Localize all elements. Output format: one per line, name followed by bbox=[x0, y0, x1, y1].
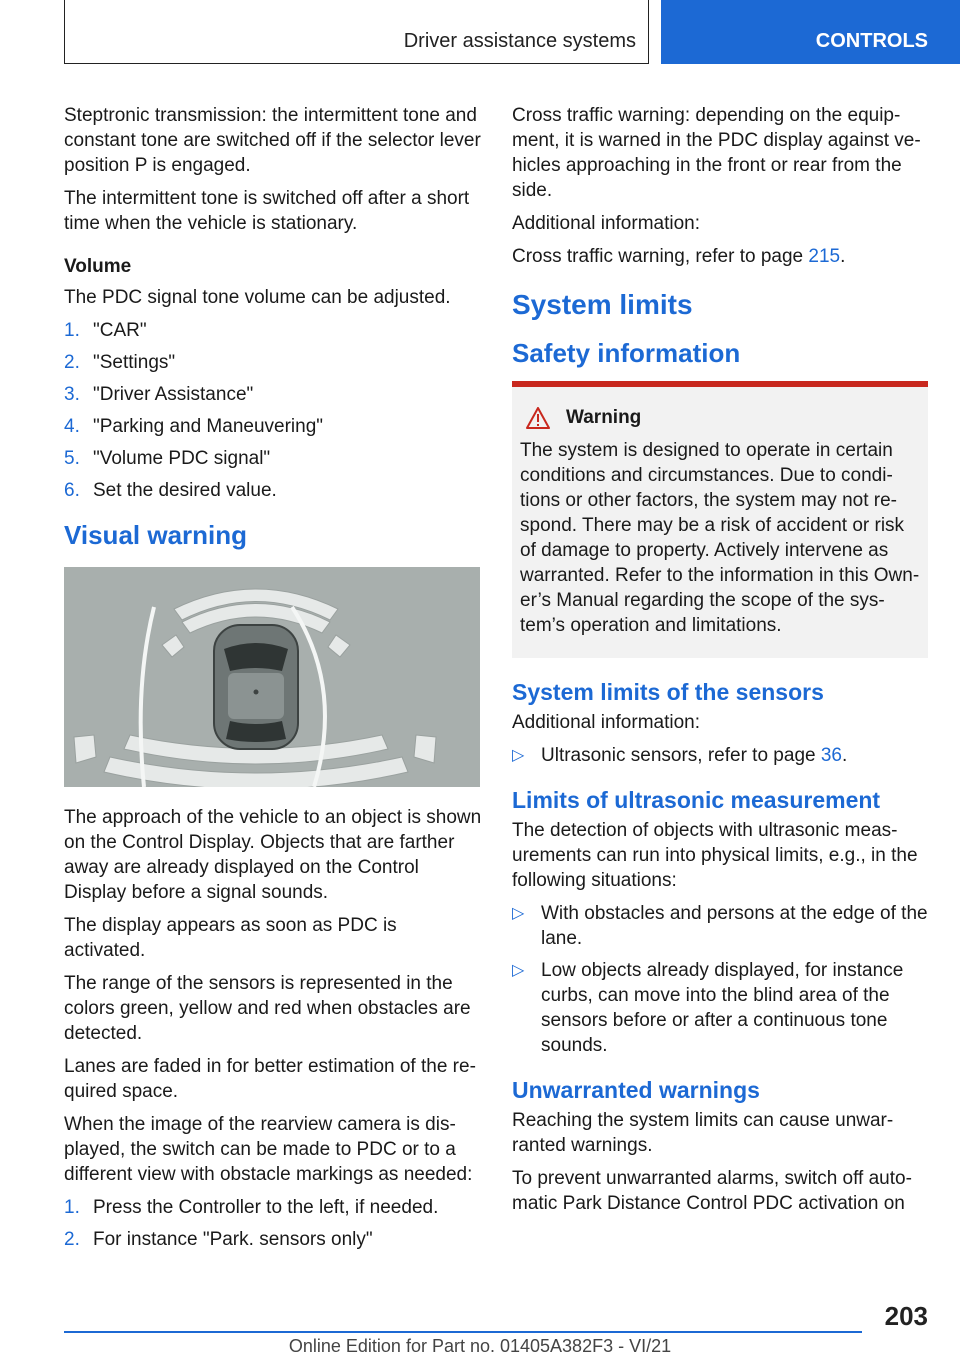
item-text: Low objects already displayed, for instance curbs, can move into the blind area of the sensors before or after a continuous tone sounds. bbox=[541, 960, 904, 1056]
list-item bbox=[64, 350, 482, 375]
paragraph: To prevent unwarranted alarms, switch off auto‐matic Park Distance Control PDC activation on bbox=[512, 1168, 912, 1214]
step-number: 2. bbox=[64, 352, 80, 373]
list-item bbox=[64, 1227, 482, 1252]
triangle-bullet-icon: ▷ bbox=[512, 905, 525, 922]
step-text: For instance "Park. sensors only" bbox=[93, 1229, 373, 1250]
reference-text: Ultrasonic sensors, refer to page bbox=[541, 745, 821, 766]
visual-warning-heading: Visual warning bbox=[64, 520, 248, 550]
paragraph: The detection of objects with ultrasonic meas‐urements can run into physical limits, e.g., in the following situations: bbox=[512, 820, 918, 891]
step-text: "Settings" bbox=[93, 352, 176, 373]
step-number: 6. bbox=[64, 480, 80, 501]
paragraph: Reaching the system limits can cause unwar‐ranted warnings. bbox=[512, 1110, 894, 1156]
right-column bbox=[512, 103, 928, 1224]
step-number: 4. bbox=[64, 416, 80, 437]
section-title: Driver assistance systems bbox=[403, 30, 636, 52]
list-item bbox=[64, 1195, 482, 1220]
footer-edition: Online Edition for Part no. 01405A382F3 - VI/21 bbox=[288, 1336, 672, 1356]
list-item bbox=[64, 382, 482, 407]
paragraph: Additional information: bbox=[512, 712, 700, 733]
system-limits-heading: System limits bbox=[512, 289, 693, 320]
cross-reference bbox=[512, 244, 928, 269]
paragraph: The intermittent tone is switched off after a short time when the vehicle is stationary. bbox=[64, 188, 470, 234]
paragraph: Additional information: bbox=[512, 213, 700, 234]
camera-steps-list bbox=[64, 1195, 482, 1252]
list-item bbox=[512, 743, 928, 768]
warning-text: The system is designed to operate in certain conditions and circumstances. Due to condi‐tions or other factors, the system may not re‐spond. There may be a risk of accident or risk of damage to property. Actively intervene as warranted. Refer to the information in this Own‐er’s Manual regarding the scope of the sys‐tem’s operation and limitations. bbox=[520, 440, 920, 636]
step-text: "CAR" bbox=[93, 320, 147, 341]
paragraph: The range of the sensors is represented in the colors green, yellow and red when obstacles are detected. bbox=[64, 973, 471, 1044]
pdc-display-illustration bbox=[64, 567, 480, 787]
list-item bbox=[64, 478, 482, 503]
list-item bbox=[64, 414, 482, 439]
item-text: With obstacles and persons at the edge of the lane. bbox=[541, 903, 928, 949]
chapter-title: CONTROLS bbox=[815, 30, 928, 52]
volume-subheading: Volume bbox=[64, 256, 132, 277]
step-number: 5. bbox=[64, 448, 80, 469]
step-number: 1. bbox=[64, 320, 80, 341]
unwarranted-warnings-heading: Unwarranted warnings bbox=[512, 1077, 760, 1103]
list-item bbox=[64, 318, 482, 343]
sensors-limits-heading: System limits of the sensors bbox=[512, 679, 824, 705]
page-link-215[interactable]: 215 bbox=[808, 246, 841, 267]
warning-triangle-icon bbox=[526, 407, 550, 429]
step-text: "Parking and Maneuvering" bbox=[93, 416, 324, 437]
list-item bbox=[64, 446, 482, 471]
paragraph: The approach of the vehicle to an object is shown on the Control Display. Objects that are farther away are already displayed on the Control Display before a signal sounds. bbox=[64, 807, 482, 903]
reference-end: . bbox=[842, 745, 848, 766]
sensors-ref-list bbox=[512, 743, 928, 768]
paragraph: Steptronic transmission: the intermittent tone and constant tone are switched off if the selector lever position P is engaged. bbox=[64, 105, 481, 176]
warning-header bbox=[520, 405, 920, 430]
paragraph: The PDC signal tone volume can be adjusted. bbox=[64, 287, 451, 308]
warning-box bbox=[512, 381, 928, 658]
step-number: 2. bbox=[64, 1229, 80, 1250]
reference-text: Cross traffic warning, refer to page bbox=[512, 246, 809, 267]
step-text: "Driver Assistance" bbox=[93, 384, 254, 405]
paragraph: When the image of the rearview camera is dis‐played, the switch can be made to PDC or to a different view with obstacle markings as needed: bbox=[64, 1114, 473, 1185]
page-link-36[interactable]: 36 bbox=[820, 745, 842, 766]
triangle-bullet-icon: ▷ bbox=[512, 747, 525, 764]
paragraph: The display appears as soon as PDC is activated. bbox=[64, 915, 397, 961]
list-item bbox=[512, 901, 928, 951]
step-text: Set the desired value. bbox=[93, 480, 277, 501]
warning-title: Warning bbox=[566, 407, 642, 428]
paragraph: Lanes are faded in for better estimation of the re‐quired space. bbox=[64, 1056, 476, 1102]
volume-steps-list bbox=[64, 318, 482, 503]
list-item bbox=[512, 958, 928, 1058]
page-number: 203 bbox=[884, 1301, 928, 1331]
left-column bbox=[64, 103, 482, 1259]
footer-divider bbox=[64, 1331, 862, 1333]
paragraph: Cross traffic warning: depending on the equip‐ment, it is warned in the PDC display against ve‐hicles approaching in the front or rear from the side. bbox=[512, 105, 921, 201]
step-number: 3. bbox=[64, 384, 80, 405]
header-section-box bbox=[64, 0, 649, 64]
reference-end: . bbox=[840, 246, 846, 267]
triangle-bullet-icon: ▷ bbox=[512, 962, 525, 979]
ultrasonic-limits-heading: Limits of ultrasonic measurement bbox=[512, 787, 881, 813]
header-chapter-tab[interactable] bbox=[661, 0, 960, 64]
ultrasonic-situations-list bbox=[512, 901, 928, 1058]
step-text: Press the Controller to the left, if needed. bbox=[93, 1197, 439, 1218]
safety-information-heading: Safety information bbox=[512, 338, 741, 368]
step-text: "Volume PDC signal" bbox=[93, 448, 271, 469]
step-number: 1. bbox=[64, 1197, 80, 1218]
